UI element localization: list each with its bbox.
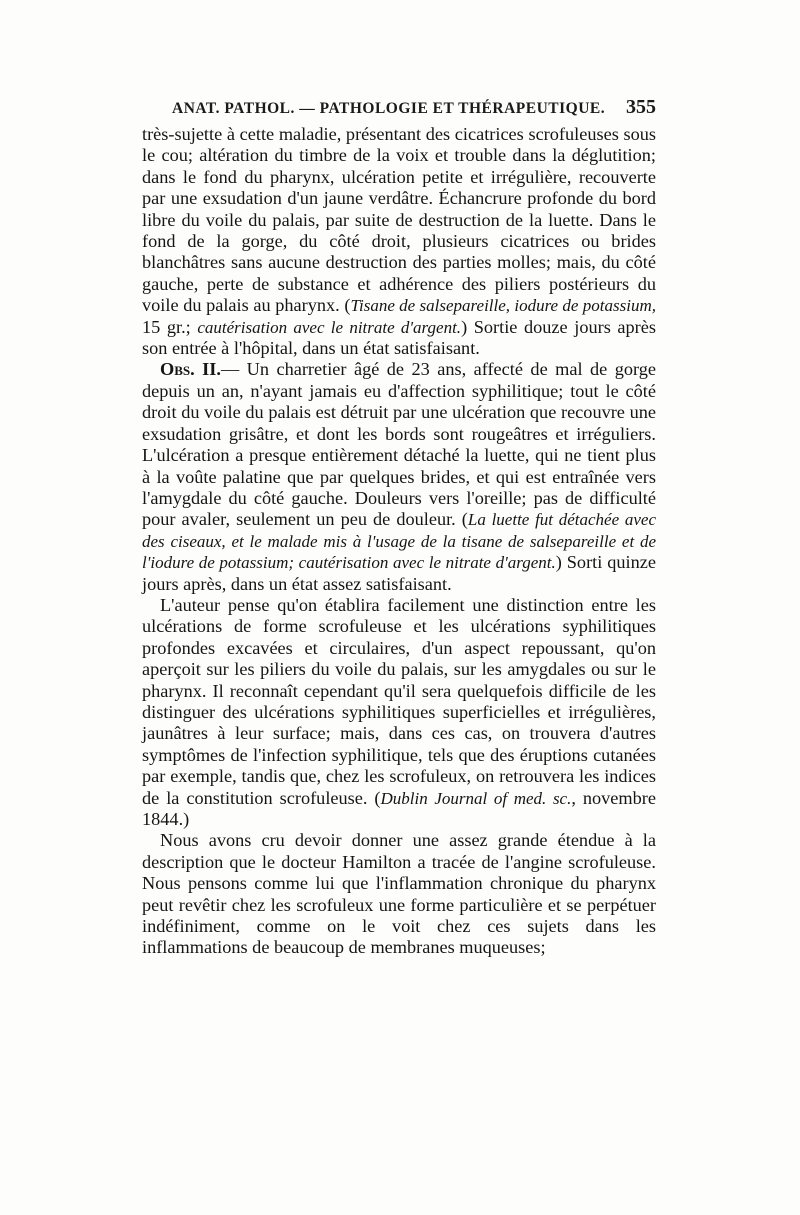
running-title: ANAT. PATHOL. — PATHOLOGIE ET THÉRAPEUTIQUE. — [172, 100, 606, 117]
page-header — [142, 96, 656, 126]
paragraph-case-continuation — [142, 124, 656, 359]
dose-text: 15 gr.; — [142, 316, 198, 337]
paragraph-observation-2 — [142, 359, 656, 594]
paragraph-text: Nous avons cru devoir donner une assez grande étendue à la description que le docteur Hamilton a tracée de l'angine scrofuleuse. Nous pensons comme lui que l'inflammation chronique du pharynx peut revêtir chez les scrofuleux une forme particulière et se perpétuer indéfiniment, comme on le voit chez ces sujets dans les inflammations de beaucoup de membranes muqueuses; — [142, 830, 656, 958]
paragraph-text: L'auteur pense qu'on établira facilement une distinction entre les ulcérations de forme scrofuleuse et les ulcérations syphilitiques profondes excavées et circulaires, d'un aspect repoussant, qu'on aperçoit sur les piliers du voile du palais, sur les amygdales ou sur le pharynx. Il reconnaît cependant qu'il sera quelquefois difficile de les distinguer des ulcérations syphilitiques superficielles et irrégulières, jaunâtres à leur surface; mais, dans ces cas, on trouvera d'autres symptômes de l'infection syphilitique, tels que des éruptions cutanées par exemple, tandis que, chez les scrofuleux, on retrouvera les indices de la constitution scrofuleuse. ( — [142, 594, 656, 808]
treatment-italic: cautérisation avec le nitrate d'argent. — [197, 317, 462, 337]
treatment-italic: La luette fut détachée avec des ciseaux, et le malade mis à l'usage de la tisane de salsepareille et de l'iodure de potassium; cautérisation avec le nitrate d'argent. — [142, 510, 657, 573]
paragraph-author-opinion — [142, 595, 656, 830]
citation-italic: Dublin Journal of med. sc. — [380, 788, 572, 808]
paragraph-text: ) Sortie douze jours après son entrée à l'hôpital, dans un état satisfaisant. — [142, 316, 656, 359]
page-number: 355 — [626, 96, 656, 118]
paragraph-text: — Un charretier âgé de 23 ans, affecté de mal de gorge depuis un an, n'ayant jamais eu d'affection syphilitique; tout le côté droit du voile du palais est détruit par une ulcération que recouvre une exsudation grisâtre, et dont les bords sont rougeâtres et irréguliers. L'ulcération a presque entièrement détaché la luette, qui ne tient plus à la voûte palatine que par quelques brides, et qui est entraînée vers l'amygdale du côté gauche. Douleurs vers l'oreille; pas de difficulté pour avaler, seulement un peu de douleur. ( — [142, 359, 657, 530]
paragraph-text: ) Sorti quinze jours après, dans un état assez satisfaisant. — [142, 552, 656, 594]
citation-date: , novembre 1844.) — [142, 787, 656, 829]
paragraph-text: très-sujette à cette maladie, présentant des cicatrices scrofuleuses sous le cou; altération du timbre de la voix et trouble dans la déglutition; dans le fond du pharynx, ulcération petite et irrégulière, recouverte par une exsudation d'un jaune verdâtre. Échancrure profonde du bord libre du voile du palais, par suite de destruction de la luette. Dans le fond de la gorge, du côté droit, plusieurs cicatrices ou brides blanchâtres sans aucune destruction des parties molles; mais, du côté gauche, perte de substance et adhérence des piliers postérieurs du voile du palais au pharynx. ( — [142, 124, 656, 316]
paragraph-commentary — [142, 830, 656, 958]
treatment-italic: Tisane de salsepareille, iodure de potassium, — [350, 296, 656, 316]
observation-label: Obs. II. — [160, 359, 221, 380]
body-text — [142, 124, 656, 959]
